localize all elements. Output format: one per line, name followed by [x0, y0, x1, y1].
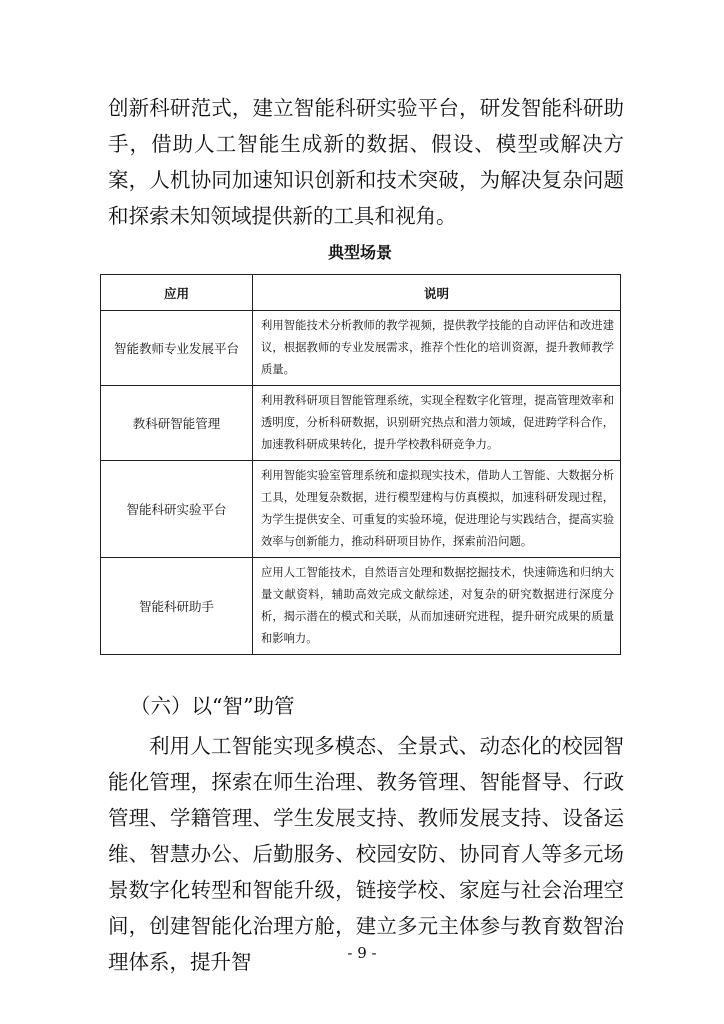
header-description: 说明 [253, 275, 621, 311]
row-description: 利用智能实验室管理系统和虚拟现实技术，借助人工智能、大数据分析工具，处理复杂数据，进行模型建构与仿真模拟，加速科研发现过程，为学生提供安全、可重复的实验环境，促进理论与实践结合，提高实验效率与创新能力，推动科研项目协作，探索前沿问题。 [253, 461, 621, 558]
row-description: 利用教科研项目智能管理系统，实现全程数字化管理，提高管理效率和透明度，分析科研数据，识别研究热点和潜力领域，促进跨学科合作，加速教科研成果转化，提升学校教科研竞争力。 [253, 386, 621, 461]
page-number: - 9 - [347, 944, 377, 962]
body-paragraph: 利用人工智能实现多模态、全景式、动态化的校园智能化管理，探索在师生治理、教务管理、智能督导、行政管理、学籍管理、学生发展支持、教师发展支持、设备运维、智慧办公、后勤服务、校园安防、协同育人等多元场景数字化转型和智能升级，链接学校、家庭与社会治理空间，创建智能化治理方舱，建立多元主体参与教育数智治理体系，提升智 [108, 734, 624, 974]
row-application: 智能科研助手 [101, 558, 253, 655]
row-description: 应用人工智能技术，自然语言处理和数据挖掘技术，快速筛选和归纳大量文献资料，辅助高效完成文献综述，对复杂的研究数据进行深度分析，揭示潜在的模式和关联，从而加速研究进程，提升研究成果的质量和影响力。 [253, 558, 621, 655]
table-caption: 典型场景 [327, 243, 392, 262]
row-application: 智能科研实验平台 [101, 461, 253, 558]
row-application: 智能教师专业发展平台 [101, 311, 253, 386]
header-application: 应用 [101, 275, 253, 311]
intro-paragraph: 创新科研范式，建立智能科研实验平台，研发智能科研助手，借助人工智能生成新的数据、假设、模型或解决方案，人机协同加速知识创新和技术突破，为解决复杂问题和探索未知领域提供新的工具和视角。 [108, 96, 624, 228]
section-heading: （六）以“智”助管 [130, 694, 295, 718]
table-row [101, 461, 621, 558]
typical-scenarios-table [100, 274, 621, 655]
row-description: 利用智能技术分析教师的教学视频，提供教学技能的自动评估和改进建议，根据教师的专业发展需求，推荐个性化的培训资源，提升教师教学质量。 [253, 311, 621, 386]
table-header-row [101, 275, 621, 311]
table-row [101, 558, 621, 655]
table-row [101, 386, 621, 461]
table-row [101, 311, 621, 386]
row-application: 教科研智能管理 [101, 386, 253, 461]
